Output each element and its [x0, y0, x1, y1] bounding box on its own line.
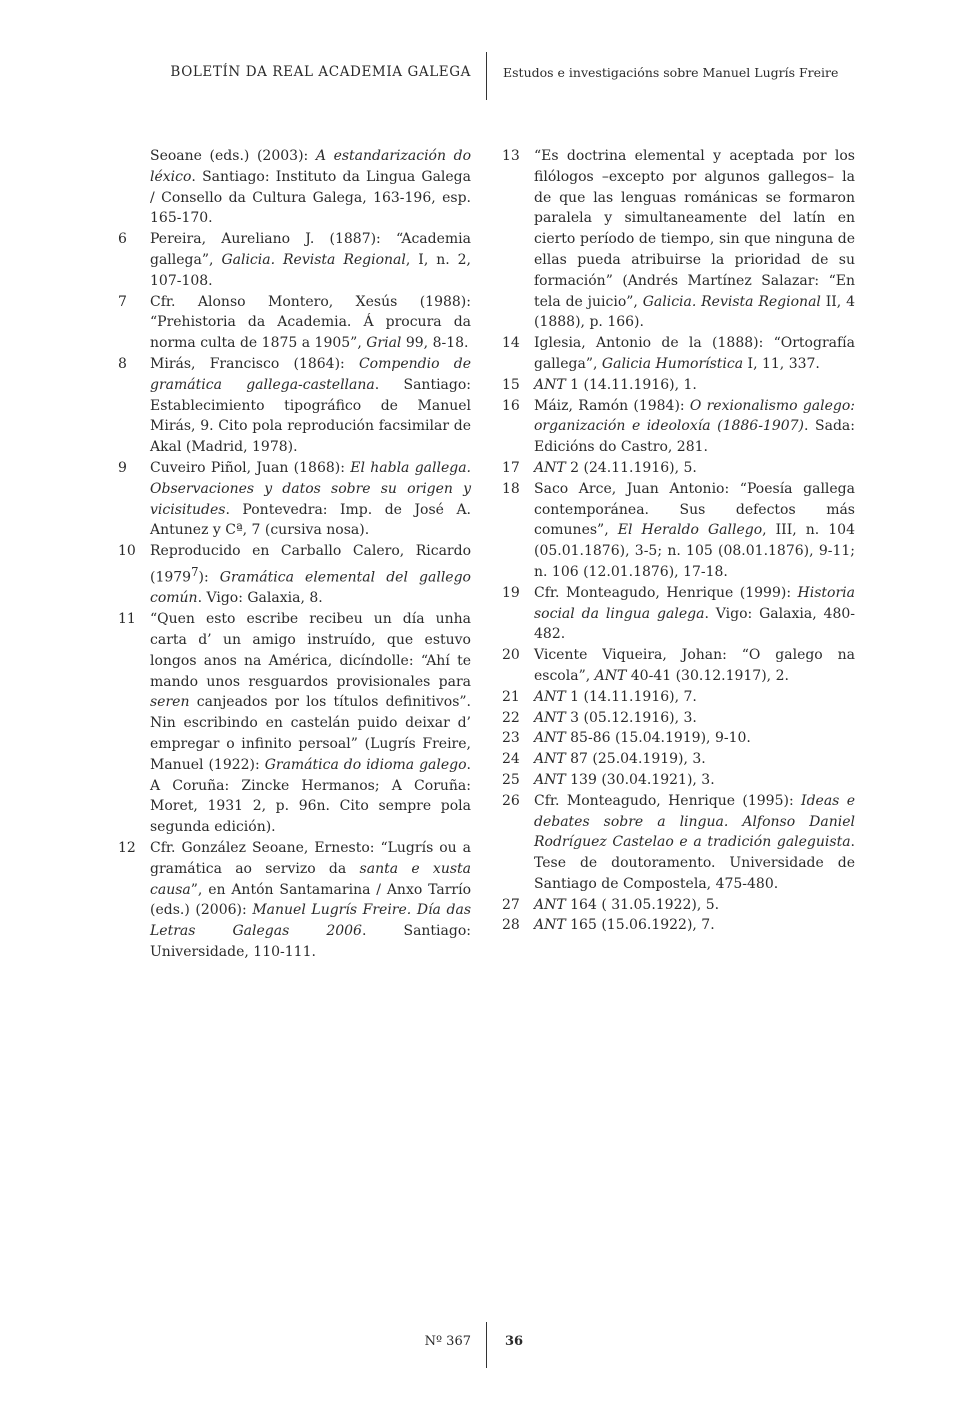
- footnote-text: ANT 3 (05.12.1916), 3.: [534, 709, 697, 726]
- footnote-text: Mirás, Francisco (1864): Compendio de gramática gallega-castellana. Santiago: Establecimiento tipográfico de Manuel Mirás, 9. Cito pola reprodución facsimilar de Akal (Madrid, 1978).: [150, 355, 471, 456]
- footnote-text: ANT 87 (25.04.1919), 3.: [534, 751, 706, 768]
- footnote: [502, 146, 855, 333]
- footnote: [118, 292, 471, 354]
- footnote: [502, 583, 855, 645]
- footnote: [502, 708, 855, 729]
- footnotes-left-column: [118, 146, 471, 963]
- footnote: [502, 687, 855, 708]
- footnote: [502, 915, 855, 936]
- footnote: [502, 791, 855, 895]
- footnote: [502, 645, 855, 687]
- footnote-text: Saco Arce, Juan Antonio: “Poesía gallega contemporánea. Sus defectos más comunes”, El Heraldo Gallego, III, n. 104 (05.01.1876), 3-5; n. 105 (08.01.1876), 9-11; n. 106 (12.01.1876), 17-18.: [534, 480, 855, 580]
- footnote-text: Seoane (eds.) (2003): A estandarización do léxico. Santiago: Instituto da Lingua Galega / Consello da Cultura Galega, 163-196, esp. 165-170.: [150, 148, 471, 227]
- footnote: [502, 396, 855, 458]
- footnote-number: 25: [502, 771, 520, 788]
- footnote: [502, 479, 855, 583]
- footnote-number: 20: [502, 647, 520, 664]
- footnote-text: Cuveiro Piñol, Juan (1868): El habla gallega. Observaciones y datos sobre su origen y vicisitudes. Pontevedra: Imp. de José A. Antunez y Cª, 7 (cursiva nosa).: [150, 459, 471, 539]
- footnote-text: ANT 1 (14.11.1916), 7.: [534, 688, 697, 705]
- footnote-text: Cfr. González Seoane, Ernesto: “Lugrís ou a gramática ao servizo da santa e xusta causa”, en Antón Santamarina / Anxo Tarrío (eds.) (2006): Manuel Lugrís Freire. Día das Letras Galegas 2006. Santiago: Universidade, 110-111.: [150, 839, 472, 960]
- footnote-number: 8: [118, 355, 127, 372]
- footnote-number: 21: [502, 688, 520, 705]
- footnote-text: ANT 165 (15.06.1922), 7.: [534, 917, 715, 934]
- footnote-number: 9: [118, 459, 127, 476]
- footnote-number: 13: [502, 148, 520, 164]
- footnote: [502, 895, 855, 916]
- footnote-number: 28: [502, 917, 520, 934]
- footnote-text: Reproducido en Carballo Calero, Ricardo (1979$^7$): Gramática elemental del gallego común. Vigo: Galaxia, 8.: [150, 543, 471, 607]
- footnote-text: ANT 2 (24.11.1916), 5.: [534, 459, 697, 476]
- footnote-number: 12: [118, 839, 136, 856]
- footnote-number: 22: [502, 709, 520, 726]
- footnote: [118, 229, 471, 291]
- footnote-text: “Quen esto escribe recibeu un día unha carta d’ un amigo instruído, que estuvo longos anos na América, dicíndolle: “Ahí te mando unos resguardos provisionales para seren canjeados por los títulos definitivos”. Nin escribindo en castelán puido deixar d’ empregar o infinito persoal” (Lugrís Freire, Manuel (1922): Gramática do idioma galego. A Coruña: Zincke Hermanos; A Coruña: Moret, 1931 2, p. 96n. Cito sempre pola segunda edición).: [150, 611, 471, 836]
- page-number: 36: [505, 1334, 524, 1349]
- footnote-number: 24: [502, 751, 520, 768]
- footnote: [502, 728, 855, 749]
- footnote-text: Cfr. Monteagudo, Henrique (1999): Historia social da lingua galega. Vigo: Galaxia, 480-482.: [534, 584, 855, 643]
- footnote: [118, 541, 471, 609]
- footnote-number: 19: [502, 584, 520, 601]
- footnote: [118, 354, 471, 458]
- page-footer: [0, 1322, 975, 1368]
- footnote: [118, 609, 471, 838]
- footnote-number: 7: [118, 293, 127, 310]
- footnote: [502, 458, 855, 479]
- footnote: [118, 838, 471, 963]
- section-title: Estudos e investigacións sobre Manuel Lugrís Freire: [503, 65, 839, 80]
- issue-number: Nº 367: [424, 1334, 471, 1349]
- footnote-text: ANT 139 (30.04.1921), 3.: [534, 771, 715, 788]
- footnote-text: “Es doctrina elemental y aceptada por los filólogos –excepto por algunos gallegos– la de que las lenguas románicas se formaron paralela y simultaneamente del latín en cierto período de tiempo, sin que ninguna de ellas pueda atribuirse la prioridad de su formación” (Andrés Martínez Salazar: “En tela de juicio”, Galicia. Revista Regional II, 4 (1888), p. 166).: [534, 148, 855, 331]
- footnote: [502, 770, 855, 791]
- header-divider: [486, 52, 487, 100]
- footnote-text: ANT 164 ( 31.05.1922), 5.: [534, 896, 720, 913]
- footnote-number: 11: [118, 611, 136, 628]
- footnote-number: 10: [118, 543, 136, 560]
- footnote-text: Pereira, Aureliano J. (1887): “Academia gallega”, Galicia. Revista Regional, I, n. 2, 107-108.: [150, 231, 472, 289]
- footnote-number: 23: [502, 730, 520, 747]
- footnote-text: Iglesia, Antonio de la (1888): “Ortografía gallega”, Galicia Humorística I, 11, 337.: [534, 335, 855, 372]
- page-header: [0, 52, 975, 100]
- footnote-number: 18: [502, 480, 520, 497]
- footnote-text: Cfr. Monteagudo, Henrique (1995): Ideas e debates sobre a lingua. Alfonso Daniel Rodríguez Castelao e a tradición galeguista. Tese de doutoramento. Universidade de Santiago de Compostela, 475-480.: [534, 792, 856, 892]
- footnote-number: 6: [118, 231, 127, 248]
- footnote-text: Vicente Viqueira, Johan: “O galego na escola”, ANT 40-41 (30.12.1917), 2.: [534, 647, 855, 684]
- footnote-number: 14: [502, 335, 520, 352]
- footnote: [118, 458, 471, 541]
- footer-divider: [486, 1322, 487, 1368]
- footnote: [502, 333, 855, 375]
- footnote-number: 26: [502, 792, 520, 809]
- footnote-number: 27: [502, 896, 520, 913]
- footnote-text: Cfr. Alonso Montero, Xesús (1988): “Prehistoria da Academia. Á procura da norma culta de 1875 a 1905”, Grial 99, 8-18.: [150, 293, 471, 352]
- footnote: [502, 749, 855, 770]
- footnote: [118, 146, 471, 229]
- footnote-text: Máiz, Ramón (1984): O rexionalismo galego: organización e ideoloxía (1886-1907). Sada: Edicións do Castro, 281.: [534, 397, 855, 456]
- footnote-number: 17: [502, 459, 520, 476]
- journal-title: BOLETÍN DA REAL ACADEMIA GALEGA: [170, 64, 471, 80]
- footnote-text: ANT 1 (14.11.1916), 1.: [534, 376, 697, 393]
- footnote-number: 16: [502, 397, 520, 414]
- footnote-number: 15: [502, 376, 520, 393]
- footnotes-right-column: [502, 146, 855, 936]
- footnote: [502, 375, 855, 396]
- footnote-text: ANT 85-86 (15.04.1919), 9-10.: [534, 730, 751, 747]
